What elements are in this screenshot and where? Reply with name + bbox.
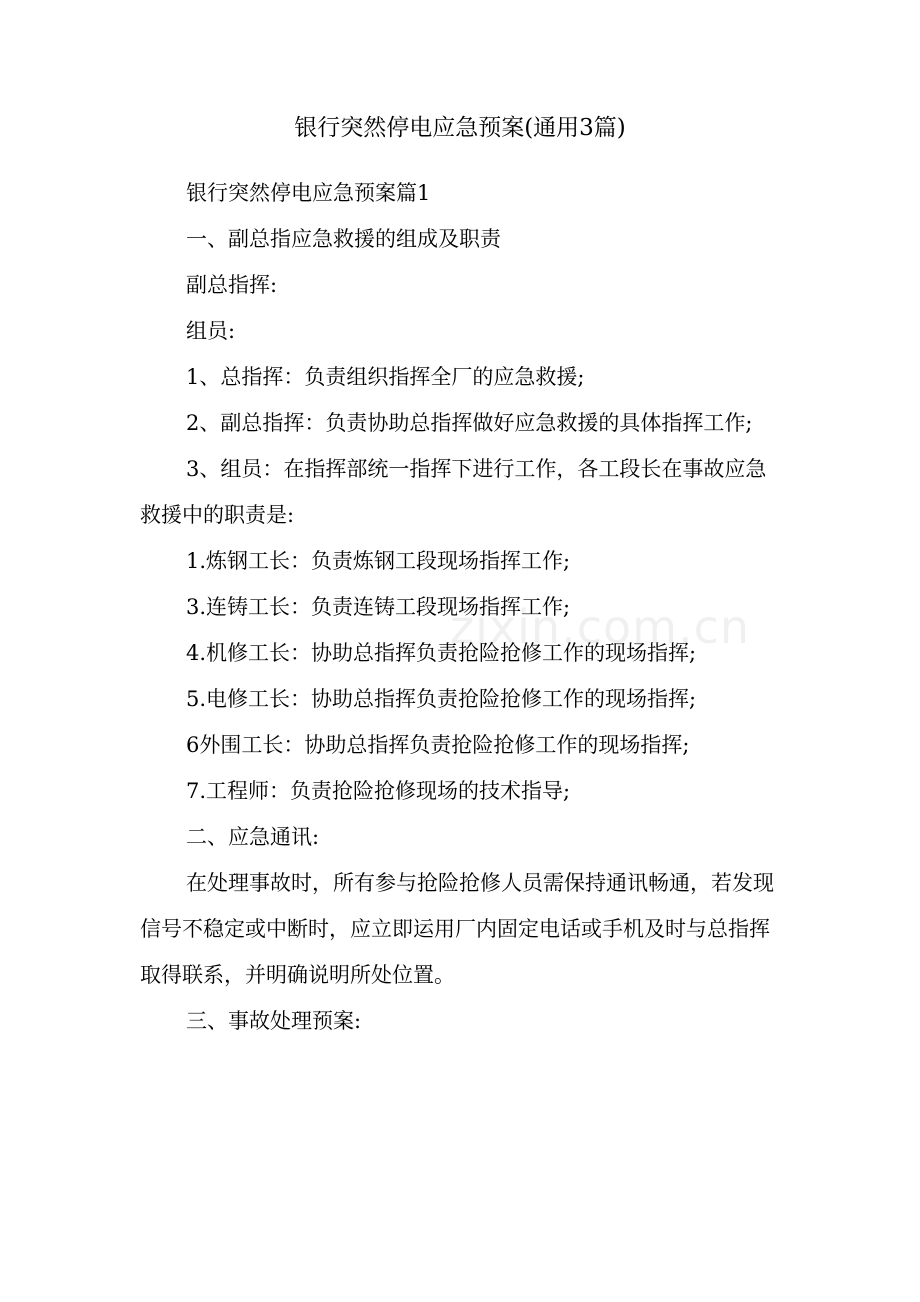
paragraph: 一、副总指应急救援的组成及职责 — [186, 227, 501, 251]
paragraph: 2、副总指挥：负责协助总指挥做好应急救援的具体指挥工作; — [186, 411, 753, 435]
paragraph: 4.机修工长：协助总指挥负责抢险抢修工作的现场指挥; — [186, 641, 697, 665]
document-title: 银行突然停电应急预案(通用3篇) — [294, 115, 626, 141]
paragraph: 1.炼钢工长：负责炼钢工段现场指挥工作; — [186, 549, 571, 573]
paragraph: 3.连铸工长：负责连铸工段现场指挥工作; — [186, 595, 571, 619]
document-body — [140, 170, 780, 1044]
paragraph: 5.电修工长：协助总指挥负责抢险抢修工作的现场指挥; — [186, 687, 697, 711]
paragraph: 在处理事故时，所有参与抢险抢修人员需保持通讯畅通，若发现信号不稳定或中断时，应立即运用厂内固定电话或手机及时与总指挥取得联系，并明确说明所处位置。 — [140, 871, 774, 987]
paragraph: 7.工程师：负责抢险抢修现场的技术指导; — [186, 779, 571, 803]
paragraph: 二、应急通讯: — [186, 825, 320, 849]
section-heading: 银行突然停电应急预案篇1 — [186, 181, 431, 205]
watermark: zixin.com.cn — [450, 600, 751, 654]
paragraph: 1、总指挥：负责组织指挥全厂的应急救援; — [186, 365, 585, 389]
paragraph: 副总指挥: — [186, 273, 278, 297]
paragraph: 3、组员：在指挥部统一指挥下进行工作，各工段长在事故应急救援中的职责是: — [140, 457, 767, 527]
paragraph: 6外围工长：协助总指挥负责抢险抢修工作的现场指挥; — [186, 733, 690, 757]
paragraph: 三、事故处理预案: — [186, 1009, 362, 1033]
paragraph: 组员: — [186, 319, 236, 343]
